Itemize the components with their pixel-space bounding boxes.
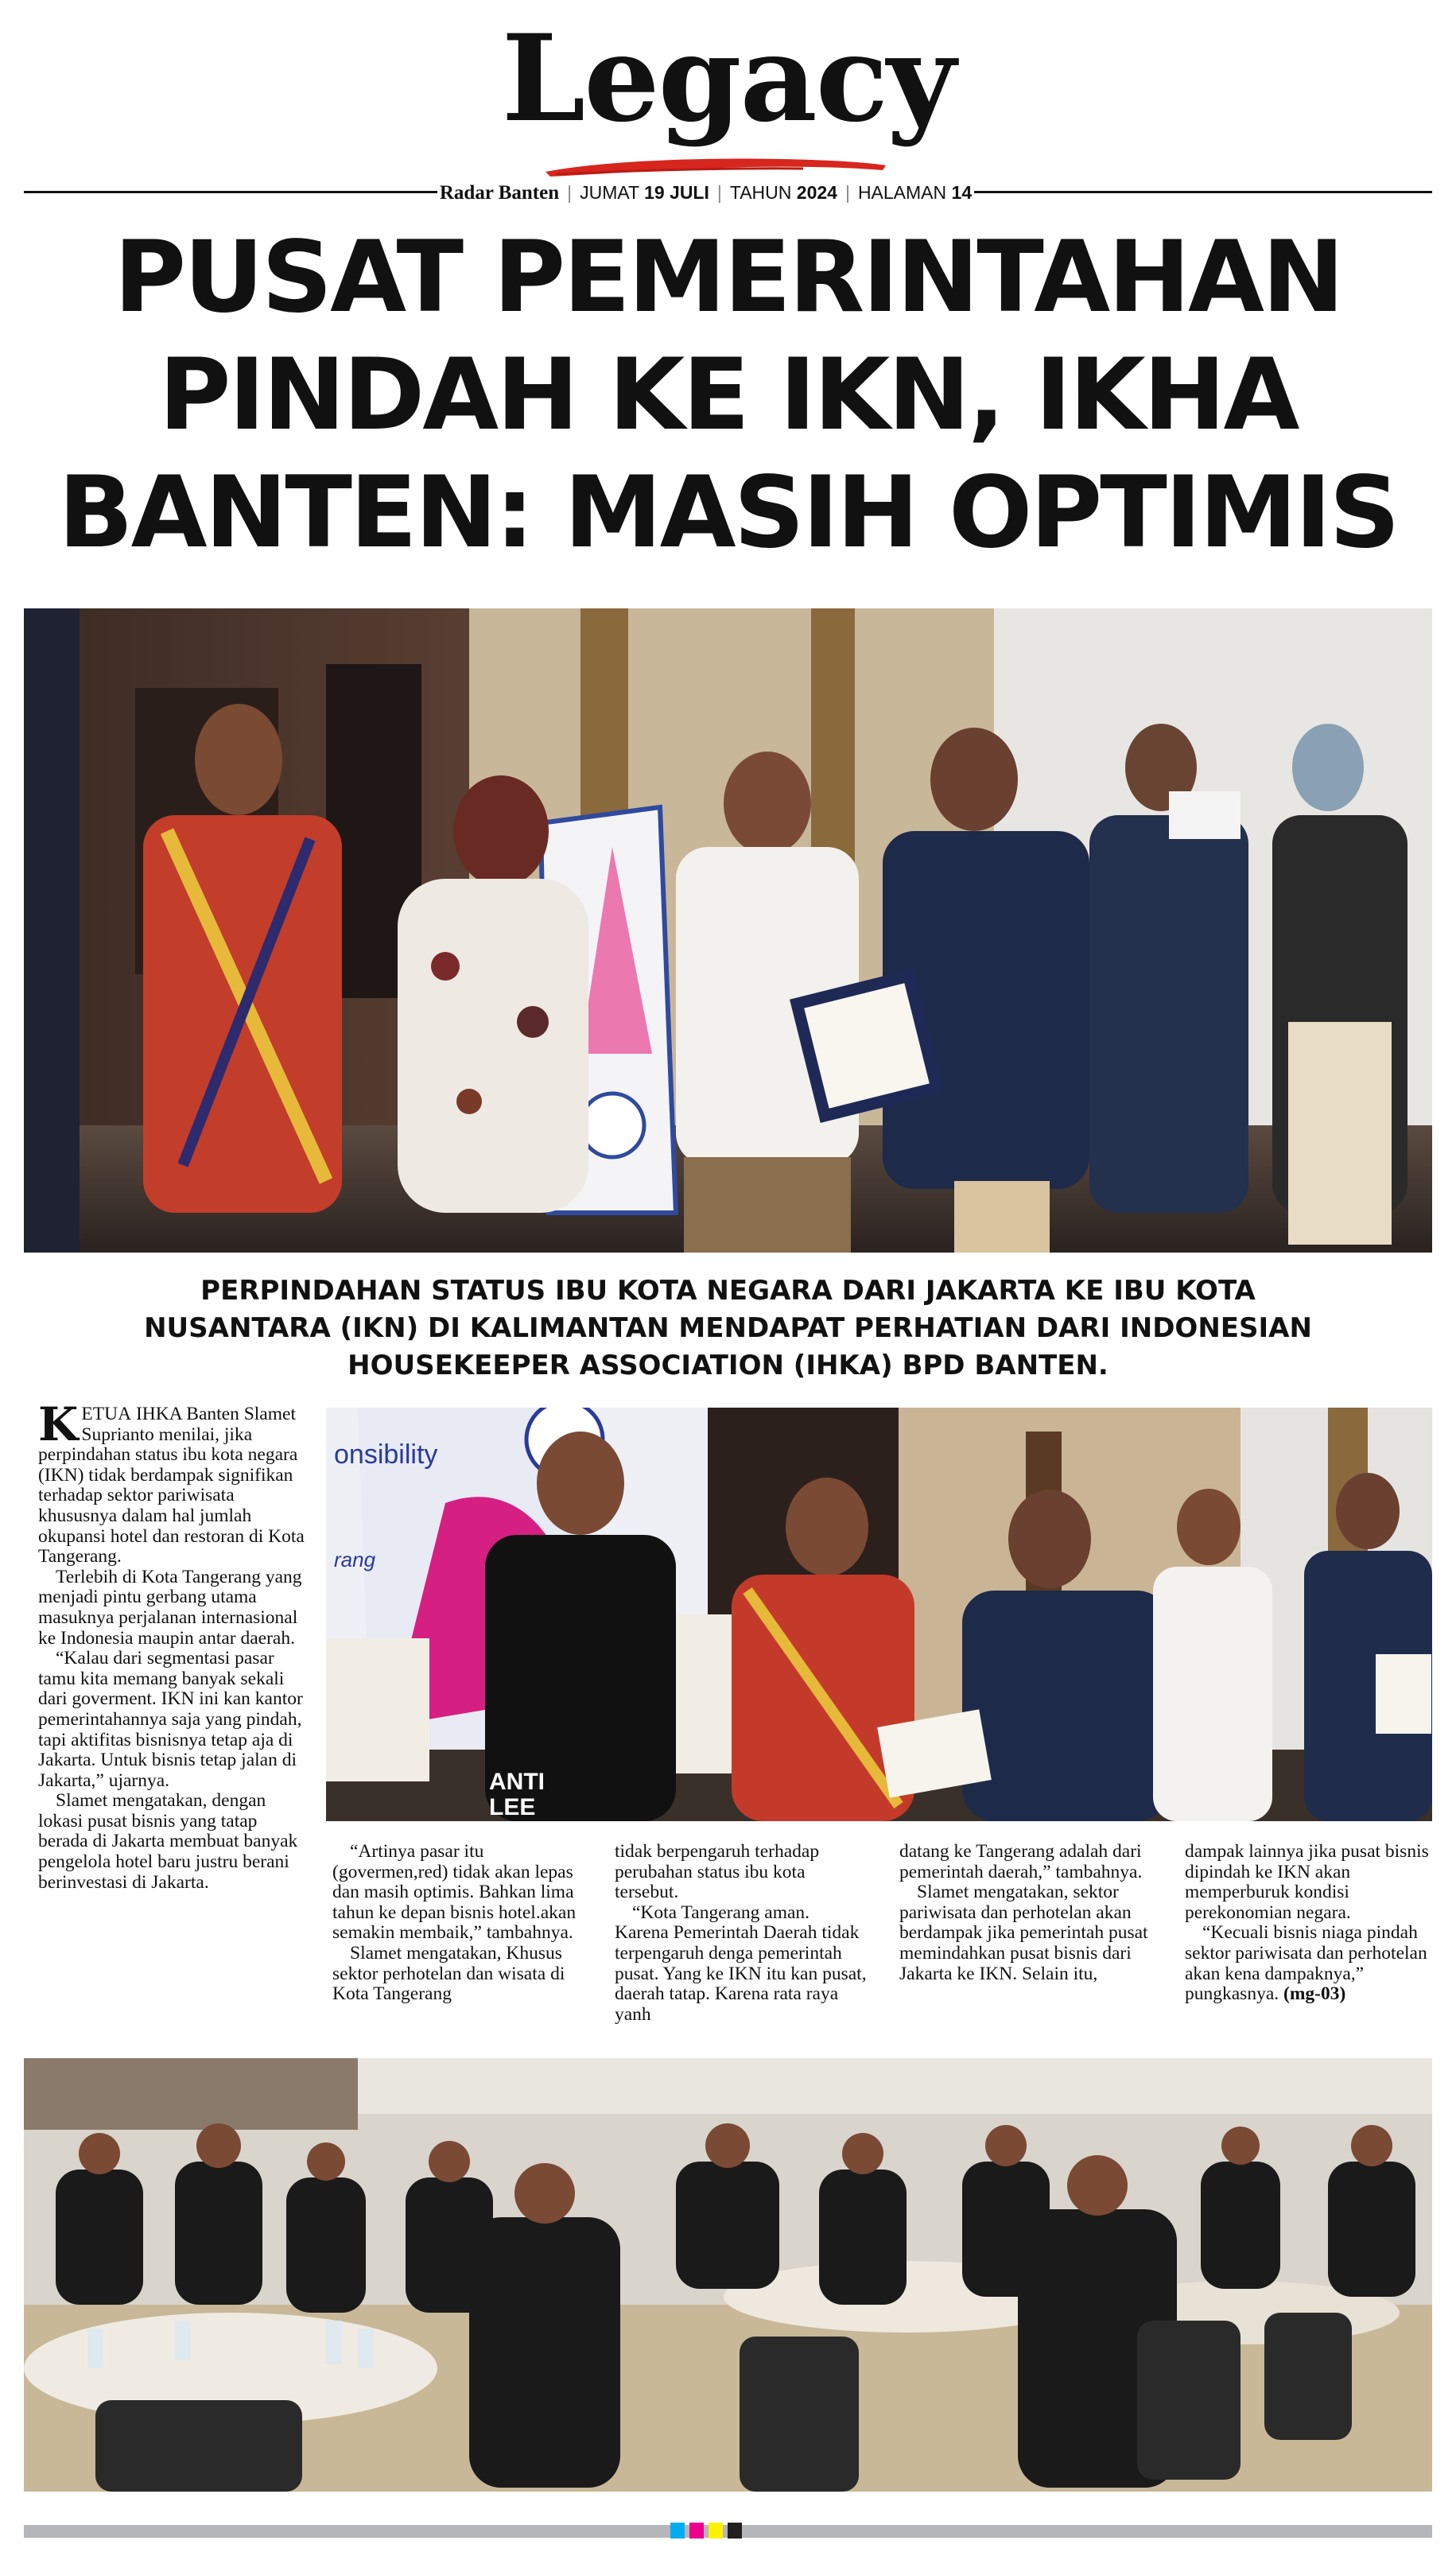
headline-line-2: PINDAH KE IKN, IKHA	[158, 338, 1298, 453]
headline	[24, 219, 1432, 572]
dateline: Radar Banten | JUMAT 19 JULI | TAHUN 2024 | HALAMAN 14	[439, 182, 973, 204]
article-column-5	[1185, 1842, 1438, 2005]
photo-award-ceremony	[24, 608, 1432, 1253]
article-paragraph: “Kalau dari segmentasi pasar tamu kita memang banyak sekali dari goverment. IKN ini kan kantor pemerintahannya saja yang pindah, tapi aktifitas bisnisnya tetap aja di Jakarta. Untuk bisnis tetap jalan di Jakarta,” ujarnya.	[38, 1648, 303, 1791]
banner-text: onsibility	[334, 1439, 438, 1470]
issue-date: 19 JULI	[644, 182, 709, 203]
article-column-3	[615, 1842, 868, 2025]
day-label: JUMAT	[580, 182, 639, 203]
photo-conference-hall	[24, 2058, 1432, 2492]
section-title: Legacy	[501, 9, 955, 149]
article-paragraph: “Kota Tangerang aman. Karena Pemerintah Daerah tidak terpengaruh denga pemerintah pusat. Yang ke IKN itu kan pusat, daerah tatap. Karena rata raya yanh	[615, 1902, 867, 2025]
article-paragraph: dampak lainnya jika pusat bisnis dipindah ke IKN akan memperburuk kondisi perekonomian negara.	[1185, 1841, 1429, 1923]
article-column-1	[38, 1397, 309, 1893]
byline: (mg-03)	[1283, 1983, 1346, 2005]
lead-line-2: NUSANTARA (IKN) DI KALIMANTAN MENDAPAT PERHATIAN DARI INDONESIAN	[144, 1312, 1312, 1344]
page-label: HALAMAN	[857, 182, 947, 203]
shirt-print-2: LEE	[489, 1794, 536, 1820]
page-number: 14	[951, 182, 973, 203]
reg-mark-black	[728, 2523, 742, 2539]
article-paragraph: Terlebih di Kota Tangerang yang menjadi pintu gerbang utama masuknya perjalanan internasional ke Indonesia maupin antar daerah.	[38, 1566, 302, 1649]
reg-mark-yellow	[709, 2523, 723, 2539]
drop-cap: K	[38, 1397, 79, 1451]
article-paragraph	[1185, 1923, 1438, 2004]
paragraph-text: “Kecuali bisnis niaga pindah sektor pariwisata dan perhotelan akan kena dampaknya,” pungkasnya.	[1185, 1922, 1427, 2005]
article-paragraph: tidak berpengaruh terhadap perubahan status ibu kota tersebut.	[615, 1841, 820, 1903]
issue-year: 2024	[796, 182, 837, 203]
article-paragraph: Slamet mengatakan, Khusus sektor perhotelan dan wisata di Kota Tangerang	[332, 1942, 565, 2005]
banner-text-2: rang	[334, 1548, 376, 1571]
lead-line-3: HOUSEKEEPER ASSOCIATION (IHKA) BPD BANTEN.	[347, 1350, 1109, 1381]
article-column-2	[332, 1842, 585, 2005]
publication-name: Radar Banten	[439, 182, 560, 204]
masthead	[0, 0, 1456, 207]
lead-in: ETUA	[81, 1404, 132, 1424]
article-paragraph	[38, 1397, 309, 1567]
year-label: TAHUN	[729, 182, 792, 203]
article-column-4	[899, 1842, 1152, 1984]
article-paragraph: datang ke Tangerang adalah dari pemerintah daerah,” tambahnya.	[899, 1841, 1143, 1882]
masthead-rule-left	[24, 191, 437, 193]
paragraph-text: IHKA Banten Slamet Supriantо menilai, jika perpindahan status ibu kota negara (IKN) tidak berdampak signifikan terhadap sektor pariwisata khususnya dalam hal jumlah okupansi hotel dan restoran di Kota Tangerang.	[38, 1404, 305, 1567]
red-brush-stroke	[541, 153, 891, 180]
registration-marks	[670, 2523, 742, 2539]
masthead-rule-right	[974, 191, 1432, 193]
shirt-print: ANTI	[489, 1769, 545, 1795]
article-paragraph: Slamet mengatakan, sektor pariwisata dan perhotelan akan berdampak jika pemerintah pusat memindahkan pusat bisnis dari Jakarta ke IKN. Selain itu,	[899, 1882, 1148, 1984]
reg-mark-cyan	[670, 2523, 685, 2539]
headline-line-3: BANTEN: MASIH OPTIMIS	[58, 456, 1398, 570]
article-paragraph: Slamet mengatakan, dengan lokasi pusat bisnis yang tatap berada di Jakarta membuat banyak pengelola hotel baru justru berani berinvestasi di Jakarta.	[38, 1790, 298, 1893]
lead-line-1: PERPINDAHAN STATUS IBU KOTA NEGARA DARI JAKARTA KE IBU KOTA	[200, 1275, 1256, 1307]
reg-mark-magenta	[689, 2523, 704, 2539]
article-paragraph: “Artinya pasar itu (govermen,red) tidak akan lepas dan masih optimis. Bahkan lima tahun ke depan bisnis hotel.akan semakin membaik,” tambahnya.	[332, 1841, 577, 1944]
headline-line-1: PUSAT PEMERINTAHAN	[114, 220, 1342, 335]
photo-handshake	[326, 1408, 1432, 1821]
lead-paragraph	[119, 1272, 1337, 1385]
